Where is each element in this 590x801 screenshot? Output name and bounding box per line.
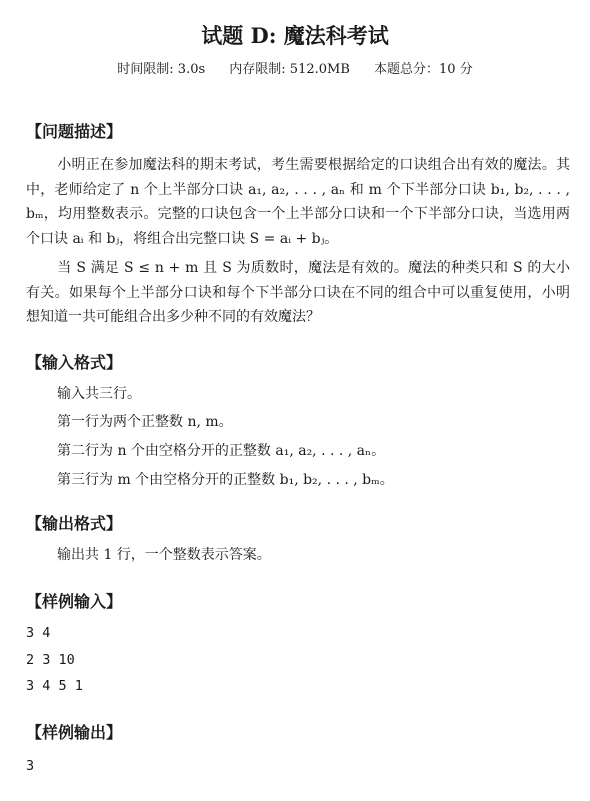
sample-input-line: 3 4 5 1 xyxy=(26,678,83,694)
sample-input-block xyxy=(26,620,83,700)
output-format-line: 输出共 1 行，一个整数表示答案。 xyxy=(57,547,271,563)
time-limit: 时间限制: 3.0s xyxy=(117,62,206,77)
sample-input-heading: 【样例输入】 xyxy=(26,592,123,611)
sample-output-block xyxy=(26,753,34,780)
description-paragraph-1-text: 小明正在参加魔法科的期末考试，考生需要根据给定的口诀组合出有效的魔法。其中，老师给定了 n 个上半部分口诀 a₁, a₂, . . . , aₙ 和 m 个下半部分口诀 b₁, b₂, . . . , bₘ，均用整数表示。完整的口诀包含一个上半部分口诀和一个下半部分口诀，当选用两个口诀 aᵢ 和 bⱼ，将组合出完整口诀 S = aᵢ + bⱼ。 xyxy=(26,157,570,247)
description-paragraph-1 xyxy=(26,153,570,251)
sample-output-line: 3 xyxy=(26,758,35,774)
description-paragraph-2 xyxy=(26,256,570,330)
input-format-line: 第二行为 n 个由空格分开的正整数 a₁, a₂, . . . , aₙ。 xyxy=(57,443,386,459)
total-score: 本题总分：10 分 xyxy=(374,62,473,77)
memory-limit: 内存限制: 512.0MB xyxy=(229,62,350,77)
description-paragraph-2-text: 当 S 满足 S ≤ n + m 且 S 为质数时，魔法是有效的。魔法的种类只和 S 的大小有关。如果每个上半部分口诀和每个下半部分口诀在不同的组合中可以重复使用，小明想知道一共可能组合出多少种不同的有效魔法？ xyxy=(26,260,570,325)
input-format-line: 第一行为两个正整数 n, m。 xyxy=(57,414,233,430)
input-format-line: 输入共三行。 xyxy=(57,386,141,402)
problem-meta xyxy=(0,60,590,80)
sample-input-line: 2 3 10 xyxy=(26,651,75,668)
input-format-heading: 【输入格式】 xyxy=(26,353,123,372)
description-heading: 【问题描述】 xyxy=(26,122,123,141)
output-format-heading: 【输出格式】 xyxy=(26,514,123,533)
sample-input-line: 3 4 xyxy=(26,625,51,641)
input-format-line: 第三行为 m 个由空格分开的正整数 b₁, b₂, . . . , bₘ。 xyxy=(57,472,394,488)
problem-title: 试题 D: 魔法科考试 xyxy=(201,23,389,48)
sample-output-heading: 【样例输出】 xyxy=(26,723,123,742)
